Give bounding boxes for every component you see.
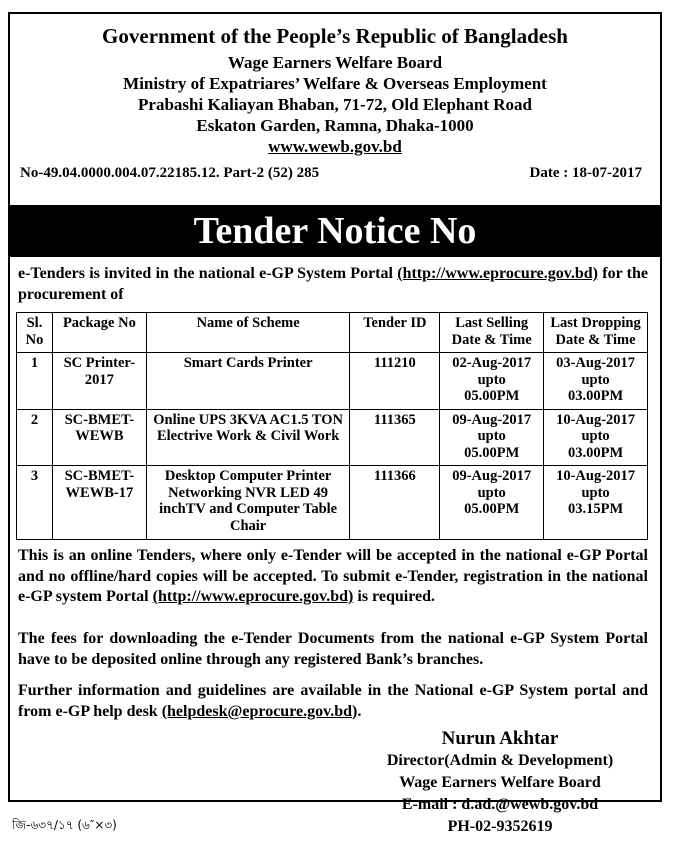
cell-tender-id: 111365 [350, 409, 440, 466]
signatory-phone: PH-02-9352619 [447, 818, 553, 835]
cell-dropping: 03-Aug-2017 upto 03.00PM [544, 353, 648, 410]
table-row [17, 353, 648, 410]
notice-banner: Tender Notice No [10, 205, 660, 257]
address-line-1: Prabashi Kaliayan Bhaban, 71-72, Old Elephant Road [138, 95, 532, 114]
col-header-selling: Last Selling Date & Time [440, 313, 544, 353]
col-header-scheme: Name of Scheme [146, 313, 350, 353]
cell-sl: 3 [17, 466, 53, 540]
col-header-sl: Sl. No [17, 313, 53, 353]
memo-number: No-49.04.0000.004.07.22185.12. Part-2 (52) 285 [20, 165, 320, 181]
notice-date: Date : 18-07-2017 [529, 165, 642, 181]
ministry-name: Ministry of Expatriares’ Welfare & Overseas Employment [123, 74, 547, 93]
cell-sl: 1 [17, 353, 53, 410]
cell-dropping: 10-Aug-2017 upto 03.15PM [544, 466, 648, 540]
eprocure-link-2[interactable]: (http://www.eprocure.gov.bd) [152, 588, 354, 605]
fees-paragraph: The fees for downloading the e-Tender Documents from the national e-GP System Portal have to be deposited online through any registered Bank’s branches. [18, 630, 648, 668]
signatory-email: E-mail : d.ad.@wewb.gov.bd [401, 796, 599, 813]
cell-scheme: Smart Cards Printer [146, 353, 350, 410]
cell-package: SC Printer-2017 [52, 353, 146, 410]
cell-dropping: 10-Aug-2017 upto 03.00PM [544, 409, 648, 466]
cell-package: SC-BMET-WEWB [52, 409, 146, 466]
cell-selling: 09-Aug-2017 upto 05.00PM [440, 466, 544, 540]
table-row [17, 466, 648, 540]
col-header-tender-id: Tender ID [350, 313, 440, 353]
eprocure-link[interactable]: (http://www.eprocure.gov.bd) [397, 265, 598, 282]
table-row [17, 409, 648, 466]
cell-tender-id: 111210 [350, 353, 440, 410]
website-link[interactable]: www.wewb.gov.bd [268, 137, 402, 156]
cell-scheme: Online UPS 3KVA AC1.5 TON Electrive Work & Civil Work [146, 409, 350, 466]
table-header-row [17, 313, 648, 353]
org-name: Wage Earners Welfare Board [227, 53, 443, 72]
gov-title: Government of the People’s Republic of Bangladesh [102, 24, 568, 48]
online-tender-paragraph: This is an online Tenders, where only e-Tender will be accepted in the national e-GP Portal and no offline/hard copies will be accepted. To submit e-Tender, registration in the national e-GP system Portal (http://www.eprocure.gov.bd) is required. [18, 547, 648, 605]
signatory-designation: Director(Admin & Development) [386, 752, 614, 769]
col-header-dropping: Last Dropping Date & Time [544, 313, 648, 353]
signatory-name: Nurun Akhtar [441, 728, 559, 749]
publication-code: জি-৬৩৭/১৭ (৬″×৩) [12, 818, 117, 832]
cell-package: SC-BMET-WEWB-17 [52, 466, 146, 540]
helpdesk-email-link[interactable]: (helpdesk@eprocure.gov.bd) [161, 702, 358, 720]
tender-table [16, 312, 648, 540]
cell-tender-id: 111366 [350, 466, 440, 540]
col-header-package: Package No [52, 313, 146, 353]
cell-selling: 02-Aug-2017 upto 05.00PM [440, 353, 544, 410]
cell-sl: 2 [17, 409, 53, 466]
intro-paragraph: e-Tenders is invited in the national e-GP System Portal (http://www.eprocure.gov.bd) for the procurement of [18, 265, 649, 303]
cell-selling: 09-Aug-2017 upto 05.00PM [440, 409, 544, 466]
further-info-paragraph: Further information and guidelines are available in the National e-GP System portal and from e-GP help desk (helpdesk@eprocure.gov.bd). [18, 682, 648, 720]
cell-scheme: Desktop Computer Printer Networking NVR LED 49 inchTV and Computer Table Chair [146, 466, 350, 540]
address-line-2: Eskaton Garden, Ramna, Dhaka-1000 [196, 116, 474, 135]
signatory-org: Wage Earners Welfare Board [399, 774, 601, 791]
